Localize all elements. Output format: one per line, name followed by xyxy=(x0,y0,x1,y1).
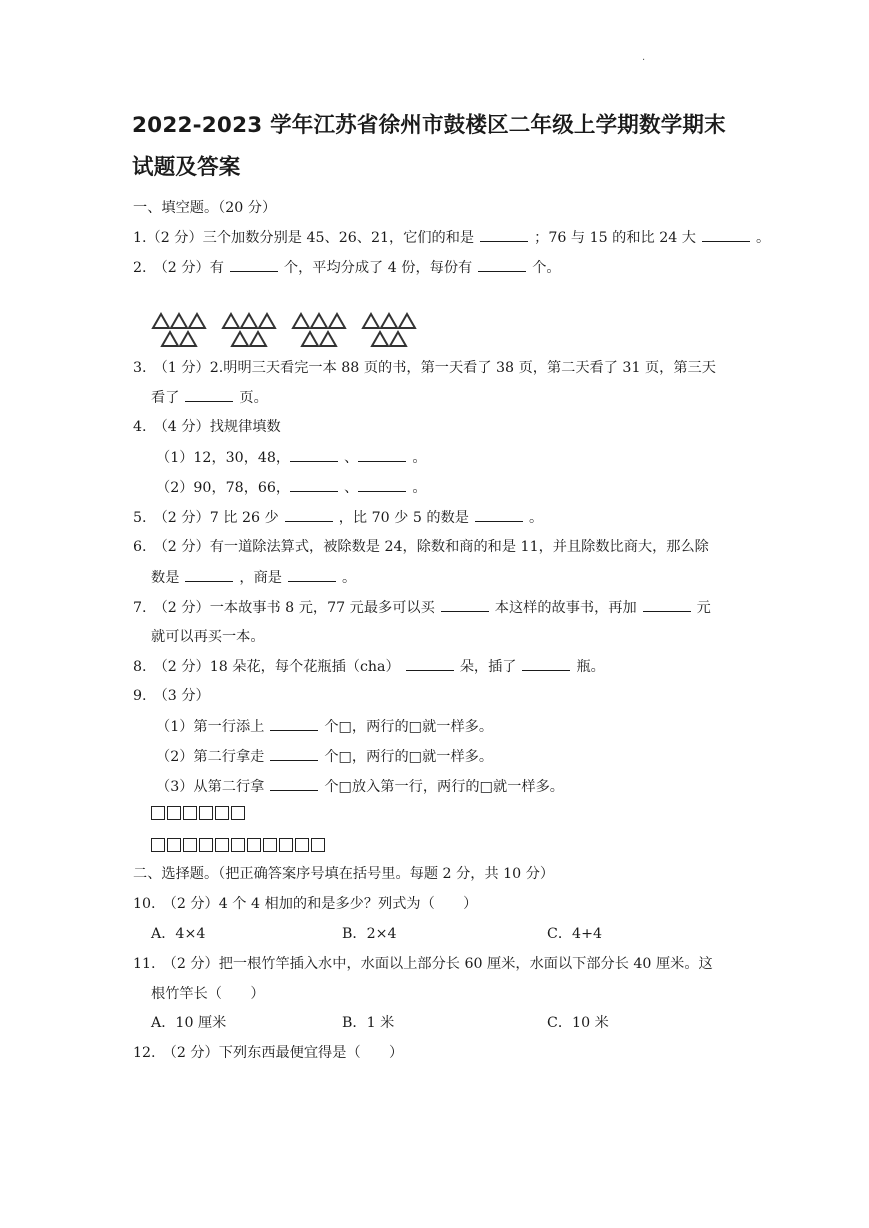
question-4: 4. （4 分）找规律填数 xyxy=(133,419,281,435)
question-5 xyxy=(133,507,543,528)
q7-text-b: 本这样的故事书，再加 xyxy=(494,600,637,616)
question-8 xyxy=(133,656,605,677)
q2-text-a: 2. （2 分）有 xyxy=(133,260,224,276)
q6-blank-1[interactable] xyxy=(185,567,233,582)
q1-blank-1[interactable] xyxy=(480,227,528,242)
q3-text-b: 看了 xyxy=(151,390,180,406)
q9-s2-text-a: （2）第二行拿走 xyxy=(156,749,265,765)
square-shape xyxy=(151,806,165,820)
triangle-group xyxy=(361,312,419,348)
q7-text-c: 元 xyxy=(696,600,711,616)
question-2 xyxy=(133,257,561,278)
q10-option-b[interactable]: B．2×4 xyxy=(342,926,397,942)
q11-option-a[interactable]: A．10 厘米 xyxy=(151,1015,227,1031)
question-10: 10. （2 分）4 个 4 相加的和是多少？列式为（ ） xyxy=(133,896,478,912)
question-4-sub1 xyxy=(156,447,427,468)
square-row-1 xyxy=(151,806,247,820)
square-shape xyxy=(263,838,277,852)
q5-text-a: 5. （2 分）7 比 26 少 xyxy=(133,510,279,526)
square-shape xyxy=(167,806,181,820)
square-shape xyxy=(167,838,181,852)
q1-text-b: ；76 与 15 的和比 24 大 xyxy=(534,230,696,246)
q7-blank-1[interactable] xyxy=(441,597,489,612)
question-6-line2 xyxy=(151,567,356,588)
q6-text-c: ，商是 xyxy=(239,570,282,586)
q4-s2-blank-1[interactable] xyxy=(290,477,338,492)
doc-title-line1: 2022-2023 学年江苏省徐州市鼓楼区二年级上学期数学期末 xyxy=(132,113,726,138)
square-shape xyxy=(215,806,229,820)
page-dot: . xyxy=(642,52,646,63)
square-shape xyxy=(247,838,261,852)
q4-s2-text: （2）90，78，66， xyxy=(156,480,291,496)
q9-s1-blank[interactable] xyxy=(270,716,318,731)
question-7-line1 xyxy=(133,597,711,618)
square-shape xyxy=(311,838,325,852)
q4-s1-blank-2[interactable] xyxy=(358,447,406,462)
q5-blank-1[interactable] xyxy=(285,507,333,522)
q10-option-a[interactable]: A．4×4 xyxy=(151,926,206,942)
square-shape xyxy=(199,838,213,852)
q5-blank-2[interactable] xyxy=(475,507,523,522)
q1-text-a: 1.（2 分）三个加数分别是 45、26、21，它们的和是 xyxy=(133,230,475,246)
q1-text-c: 。 xyxy=(755,230,771,246)
square-shape xyxy=(231,806,245,820)
square-shape xyxy=(151,838,165,852)
q8-blank-2[interactable] xyxy=(522,656,570,671)
q7-text-a: 7. （2 分）一本故事书 8 元，77 元最多可以买 xyxy=(133,600,435,616)
question-3-line1: 3. （1 分）2.明明三天看完一本 88 页的书，第一天看了 38 页，第二天看了 31 页，第三天 xyxy=(133,360,716,376)
q9-s2-text-b: 个□，两行的□就一样多。 xyxy=(324,749,494,765)
q4-s1-blank-1[interactable] xyxy=(290,447,338,462)
square-shape xyxy=(183,838,197,852)
square-row-2 xyxy=(151,838,327,852)
question-1 xyxy=(133,227,770,248)
q2-blank-1[interactable] xyxy=(230,257,278,272)
square-shape xyxy=(199,806,213,820)
q4-s1-sep: 、 xyxy=(344,450,359,466)
question-11-line2: 根竹竿长（ ） xyxy=(151,986,265,1002)
q2-blank-2[interactable] xyxy=(478,257,526,272)
question-9-sub3 xyxy=(156,776,564,797)
square-shape xyxy=(215,838,229,852)
q8-text-c: 瓶。 xyxy=(576,659,605,675)
triangle-group xyxy=(291,312,349,348)
q4-s2-end: 。 xyxy=(412,480,427,496)
question-9: 9. （3 分） xyxy=(133,688,210,704)
q8-text-b: 朵，插了 xyxy=(459,659,517,675)
section-1-heading: 一、填空题。（20 分） xyxy=(133,200,277,216)
triangle-group xyxy=(221,312,279,348)
q4-s2-blank-2[interactable] xyxy=(358,477,406,492)
q6-blank-2[interactable] xyxy=(288,567,336,582)
q9-s2-blank[interactable] xyxy=(270,746,318,761)
q6-text-b: 数是 xyxy=(151,570,180,586)
q6-text-d: 。 xyxy=(341,570,357,586)
q4-s2-sep: 、 xyxy=(344,480,359,496)
square-shape xyxy=(295,838,309,852)
q8-text-a: 8. （2 分）18 朵花，每个花瓶插（cha） xyxy=(133,659,400,675)
question-6-line1: 6. （2 分）有一道除法算式，被除数是 24，除数和商的和是 11，并且除数比商大，那么除 xyxy=(133,539,709,555)
q5-text-c: 。 xyxy=(528,510,544,526)
question-4-sub2 xyxy=(156,477,427,498)
q1-blank-2[interactable] xyxy=(702,227,750,242)
question-7-line2: 就可以再买一本。 xyxy=(151,629,265,645)
q4-s1-text: （1）12，30，48， xyxy=(156,450,291,466)
q2-text-b: 个，平均分成了 4 份，每份有 xyxy=(283,260,473,276)
triangle-group xyxy=(151,312,209,348)
square-shape xyxy=(183,806,197,820)
q7-blank-2[interactable] xyxy=(643,597,691,612)
question-11-line1: 11. （2 分）把一根竹竿插入水中，水面以上部分长 60 厘米，水面以下部分长 40 厘米。这 xyxy=(133,956,713,972)
question-9-sub2 xyxy=(156,746,493,767)
question-3-line2 xyxy=(151,387,268,408)
doc-title-line2: 试题及答案 xyxy=(132,155,241,180)
q3-blank[interactable] xyxy=(185,387,233,402)
q2-text-c: 个。 xyxy=(532,260,561,276)
q10-option-c[interactable]: C．4+4 xyxy=(547,926,602,942)
q9-s3-text-b: 个□放入第一行，两行的□就一样多。 xyxy=(324,779,564,795)
q11-option-c[interactable]: C．10 米 xyxy=(547,1015,609,1031)
q4-s1-end: 。 xyxy=(412,450,427,466)
question-12: 12. （2 分）下列东西最便宜得是（ ） xyxy=(133,1045,404,1061)
q11-option-b[interactable]: B．1 米 xyxy=(342,1015,395,1031)
section-2-heading: 二、选择题。（把正确答案序号填在括号里。每题 2 分，共 10 分） xyxy=(133,866,555,882)
q3-text-c: 页。 xyxy=(239,390,268,406)
square-shape xyxy=(231,838,245,852)
q9-s1-text-a: （1）第一行添上 xyxy=(156,719,265,735)
q9-s3-text-a: （3）从第二行拿 xyxy=(156,779,265,795)
question-9-sub1 xyxy=(156,716,493,737)
square-shape xyxy=(279,838,293,852)
q5-text-b: ，比 70 少 5 的数是 xyxy=(338,510,469,526)
q8-blank-1[interactable] xyxy=(406,656,454,671)
q9-s1-text-b: 个□，两行的□就一样多。 xyxy=(324,719,494,735)
q9-s3-blank[interactable] xyxy=(270,776,318,791)
